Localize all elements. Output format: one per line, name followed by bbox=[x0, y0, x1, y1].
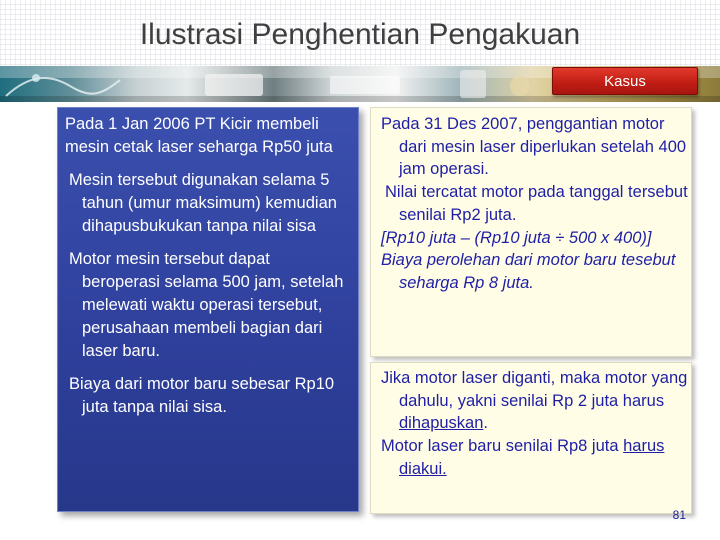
case-paragraph-3: Motor mesin tersebut dapat beroperasi selama 500 jam, setelah melewati waktu operasi tersebut, perusahaan membeli bagian dari laser baru. bbox=[69, 250, 344, 360]
recognition-keyword: harus diakui. bbox=[399, 437, 665, 478]
calculation-formula: [Rp10 juta – (Rp10 juta ÷ 500 x 400)] bbox=[381, 228, 652, 247]
derecognition-text bbox=[371, 367, 691, 435]
case-paragraph-2: Mesin tersebut digunakan selama 5 tahun (umur maksimum) kemudian dihapusbukukan tanpa nilai sisa bbox=[69, 171, 337, 235]
replacement-date-text: Pada 31 Des 2007, penggantian motor dari mesin laser diperlukan setelah 400 jam operasi. bbox=[381, 115, 687, 179]
derecognition-text-start: Jika motor laser diganti, maka motor yang dahulu, yakni senilai Rp 2 juta harus bbox=[381, 369, 688, 410]
slide-title: Ilustrasi Penghentian Pengakuan bbox=[139, 18, 581, 51]
derecognition-text-end: . bbox=[483, 414, 488, 433]
replacement-calculation-box bbox=[370, 107, 692, 357]
carrying-value-text: Nilai tercatat motor pada tanggal tersebut senilai Rp2 juta. bbox=[385, 183, 688, 224]
recognition-text-start: Motor laser baru senilai Rp8 juta bbox=[381, 437, 624, 456]
derecognition-keyword: dihapuskan bbox=[399, 414, 484, 433]
kasus-tab: Kasus bbox=[552, 67, 698, 95]
case-description-box bbox=[57, 107, 359, 512]
case-paragraph-1: Pada 1 Jan 2006 PT Kicir membeli mesin cetak laser seharga Rp50 juta bbox=[65, 115, 333, 156]
recognition-text bbox=[371, 435, 691, 480]
derecognition-conclusion-box bbox=[370, 362, 692, 514]
new-motor-cost-text: Biaya perolehan dari motor baru tesebut seharga Rp 8 juta. bbox=[381, 251, 676, 292]
page-number: 81 bbox=[672, 508, 686, 522]
case-paragraph-4: Biaya dari motor baru sebesar Rp10 juta tanpa nilai sisa. bbox=[69, 375, 335, 416]
